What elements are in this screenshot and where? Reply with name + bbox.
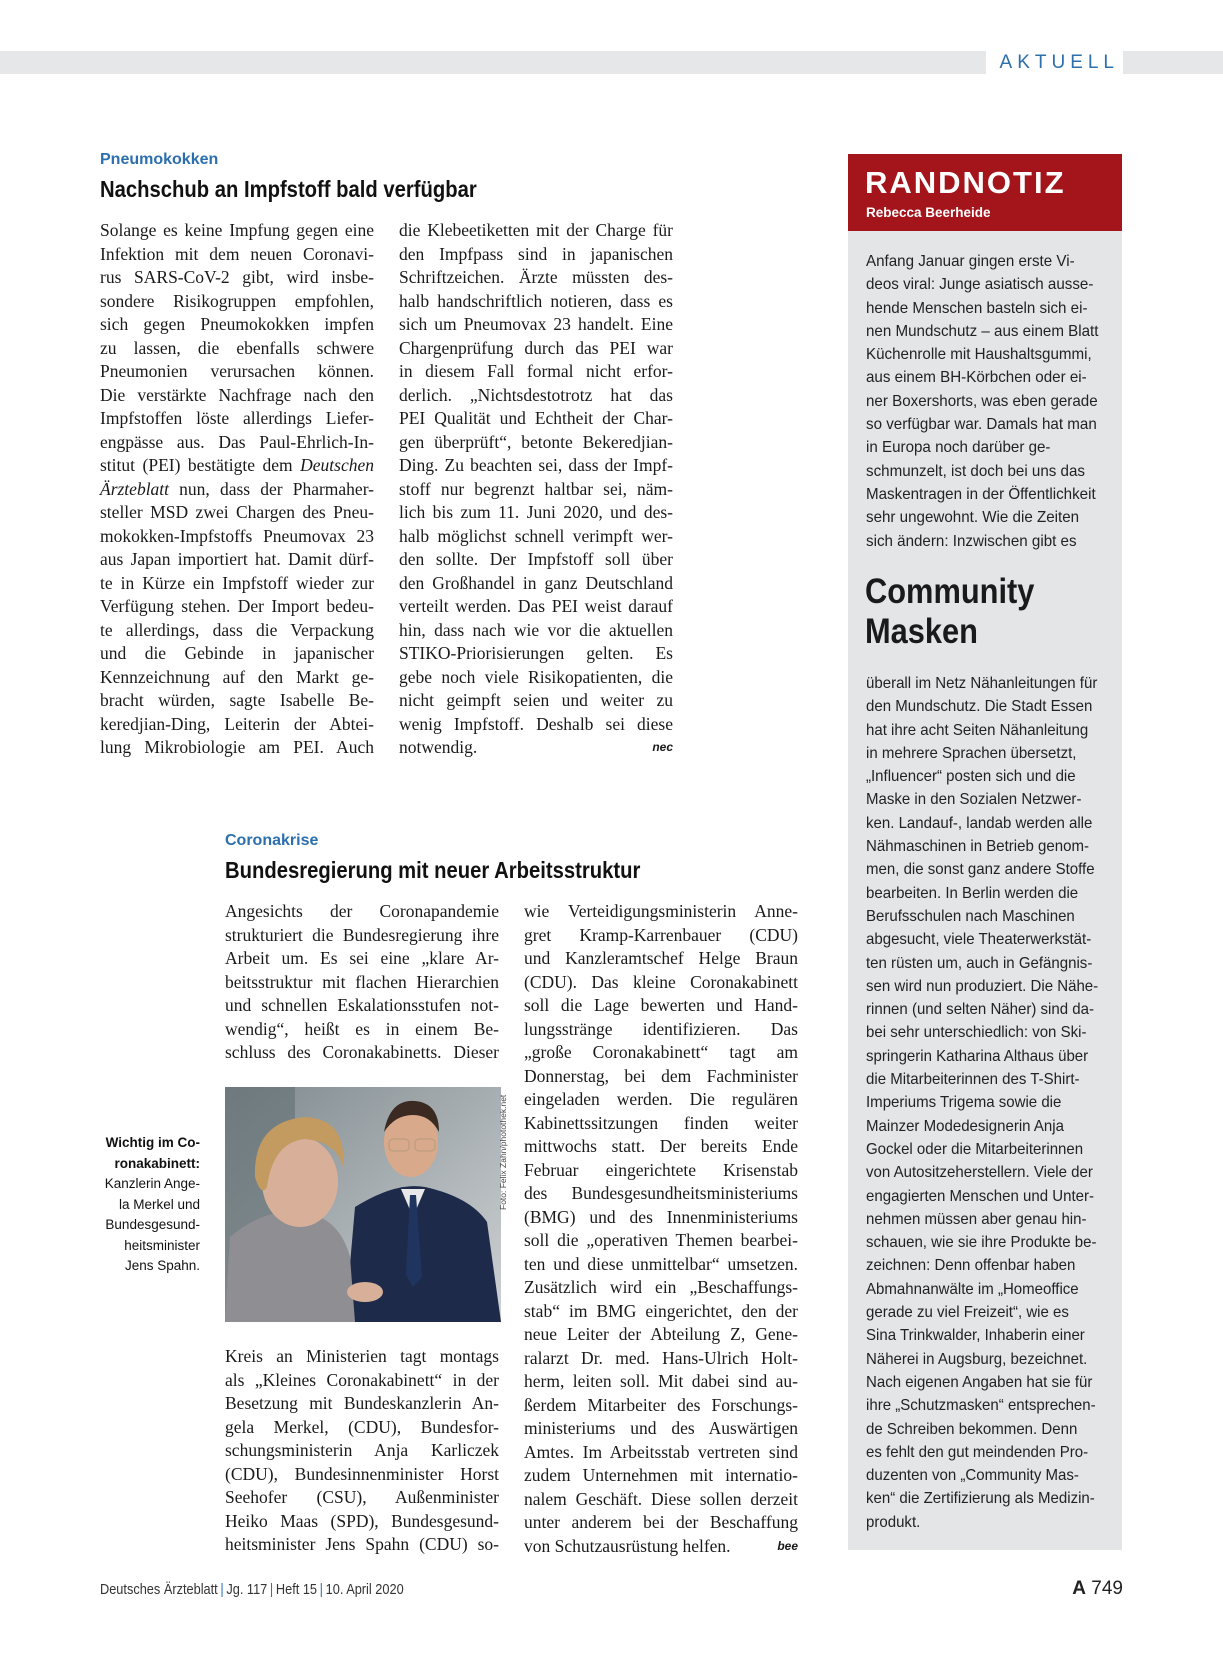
text-line: (BMG) und des Innenministeriums <box>524 1206 798 1227</box>
text-line: sich um Pneumovax 23 handelt. Eine <box>399 314 673 334</box>
sidebar-big-title <box>865 572 1034 652</box>
text-line: aus einem BH-Körbchen oder ei- <box>866 369 1087 387</box>
text-line: und Kanzleramtschef Helge Braun <box>524 948 798 968</box>
text-line: te allerdings, dass die Verpackung <box>100 619 374 640</box>
text-line: von Schutzausrüstung helfen. bee <box>524 1535 798 1559</box>
text-line: bei sehr unterschiedlich: von Ski- <box>866 1024 1087 1042</box>
text-line: wenig Impfstoff. Deshalb sei diese <box>399 713 673 734</box>
photo-credit: Foto: Felix Zahn/photothek.net <box>498 1094 508 1210</box>
text-line: halb möglichst schnell verimpft wer- <box>399 525 673 546</box>
text-line: sich gegen Pneumokokken impfen <box>100 314 374 334</box>
text-line: engagierten Menschen und Unter- <box>866 1187 1095 1205</box>
text-line: Infektion mit dem neuen Coronavi- <box>100 243 374 264</box>
text-line: Imperiums Trigema sowie die <box>866 1094 1062 1112</box>
text-line: Ärzteblatt nun, dass der Pharmaher- <box>100 478 374 499</box>
article2-column-1-bottom <box>225 1345 499 1557</box>
text-line: hin, dass nach wie vor die aktuellen <box>399 619 673 640</box>
text-line: Zusätzlich wird ein „Beschaffungs- <box>524 1277 798 1297</box>
text-line: derlich. „Nichtsdestotrotz hat das <box>399 384 673 405</box>
text-line: stab“ im BMG eingerichtet, den der <box>524 1300 798 1321</box>
text-line: produkt. <box>866 1513 921 1531</box>
text-line: bearbeiten. In Berlin werden die <box>866 884 1079 902</box>
text-line: rinnen (und selten Näher) sind da- <box>866 1001 1095 1019</box>
text-line: stitut (PEI) bestätigte dem Deutschen <box>100 455 374 475</box>
text-line: „Influencer“ posten sich und die <box>866 768 1076 786</box>
text-line: zu lassen, die ebenfalls schwere <box>100 337 374 358</box>
text-line: Verfügung stehen. Der Import bedeu- <box>100 596 374 616</box>
page-number-value: 749 <box>1091 1578 1123 1599</box>
text-line: PEI Qualität und Echtheit der Char- <box>399 408 673 428</box>
sidebar-title: RANDNOTIZ <box>865 165 1066 200</box>
footer-publication: Deutsches Ärzteblatt <box>100 1582 218 1598</box>
text-line: schluss des Coronakabinetts. Dieser <box>225 1042 499 1062</box>
text-line: te in Kürze ein Impfstoff wieder zur <box>100 572 374 593</box>
text-line: Gockel oder die Mitarbeiterinnen <box>866 1140 1084 1158</box>
text-line: in diesem Fall formal nicht erfor- <box>399 361 673 381</box>
text-line: Die verstärkte Nachfrage nach den <box>100 384 374 405</box>
text-line: Seehofer (CSU), Außenminister <box>225 1487 499 1507</box>
text-line: ihre „Schutzmasken“ entsprechen- <box>866 1397 1096 1415</box>
text-line: mittwochs statt. Der bereits Ende <box>524 1136 798 1156</box>
text-line: Impfstoffen löste allerdings Liefer- <box>100 408 374 428</box>
text-line: ten rüsten um, auch in Gefängnis- <box>866 954 1093 972</box>
text-line: die Klebeetiketten mit der Charge für <box>399 220 673 240</box>
text-line: schmunzelt, ist doch bei uns das <box>866 462 1085 480</box>
text-line: den Großhandel in ganz Deutschland <box>399 572 673 593</box>
text-line: rus SARS-CoV-2 gibt, wird insbe- <box>100 267 374 287</box>
text-line: zeichnen: Denn offenbar haben <box>866 1257 1076 1275</box>
text-line: sich ändern: Inzwischen gibt es <box>866 532 1077 550</box>
text-line: Donnerstag, bei dem Fachminister <box>524 1065 798 1086</box>
text-line: strukturiert die Bundesregierung ihre <box>225 924 499 945</box>
text-line: abgesucht, viele Theaterwerkstät- <box>866 931 1092 949</box>
text-line: Schriftzeichen. Ärzte müssten des- <box>399 267 673 287</box>
text-line: den Mundschutz. Die Stadt Essen <box>866 698 1093 716</box>
text-line: Sina Trinkwalder, Inhaberin einer <box>866 1327 1085 1345</box>
text-line: den Impfpass sind in japanischen <box>399 243 673 264</box>
text-line: des Bundesgesundheitsministeriums <box>524 1183 798 1203</box>
text-line: zudem Unternehmen mit internatio- <box>524 1465 798 1485</box>
text-line: die Mitarbeiterinnen des T-Shirt- <box>866 1071 1080 1089</box>
text-line: Berufsschulen nach Maschinen <box>866 907 1075 925</box>
text-line: ken. Landauf-, landab werden alle <box>866 814 1093 832</box>
text-line: gebe noch viele Risikopatienten, die <box>399 666 673 687</box>
article1-kicker: Pneumokokken <box>100 151 219 168</box>
text-line: mokokken-Impfstoffs Pneumovax 23 <box>100 525 374 546</box>
text-line: „große Coronakabinett“ tagt am <box>524 1042 798 1062</box>
text-line: Februar eingerichtete Krisenstab <box>524 1159 798 1180</box>
text-line: Mainzer Modedesignerin Anja <box>866 1117 1064 1135</box>
text-line: neue Leiter der Abteilung Z, Gene- <box>524 1324 798 1344</box>
footer-issue: Heft 15 <box>275 1582 318 1598</box>
text-line: so verfügbar war. Damals hat man <box>866 416 1097 434</box>
text-line: nalem Geschäft. Diese sollen derzeit <box>524 1488 798 1509</box>
text-line: soll die „operativen Themen bearbei- <box>524 1230 798 1250</box>
footer-volume: Jg. 117 <box>226 1582 268 1598</box>
text-line: wie Verteidigungsministerin Anne- <box>524 901 798 921</box>
text-line: ralarzt Dr. med. Hans-Ulrich Holt- <box>524 1347 798 1368</box>
text-line: nicht geimpft seien und weiter zu <box>399 690 673 710</box>
article1-column-1 <box>100 219 374 760</box>
text-line: unter anderem bei der Beschaffung <box>524 1512 798 1532</box>
text-line: es fehlt den gut meindenden Pro- <box>866 1443 1089 1461</box>
text-line: gela Merkel, (CDU), Bundesfor- <box>225 1416 499 1437</box>
text-line: ten und diese unmittelbar“ umsetzen. <box>524 1253 798 1274</box>
text-line: aus Japan importiert hat. Damit dürf- <box>100 549 374 569</box>
text-line: men, die sonst ganz andere Stoffe <box>866 861 1095 879</box>
text-line: verteilt werden. Das PEI weist darauf <box>399 596 673 616</box>
text-line: sondere Risikogruppen empfohlen, <box>100 290 374 311</box>
text-line: (CDU). Das kleine Coronakabinett <box>524 971 798 992</box>
text-line: überall im Netz Nähanleitungen für <box>866 675 1098 692</box>
text-line: springerin Katharina Althaus über <box>866 1047 1089 1065</box>
text-line: Küchenrolle mit Haushaltsgummi, <box>866 346 1092 364</box>
text-line: notwendig. nec <box>399 736 673 760</box>
text-line: nehmen müssen aber genau hin- <box>866 1210 1087 1228</box>
caption-line: heitsminister <box>124 1237 200 1253</box>
section-label: AKTUELL <box>986 50 1123 76</box>
text-line: hat ihre acht Seiten Nähanleitung <box>866 721 1089 739</box>
article1-headline: Nachschub an Impfstoff bald verfügbar <box>100 176 477 202</box>
text-line: engpässe aus. Das Paul-Ehrlich-In- <box>100 431 374 452</box>
text-line: STIKO-Priorisierungen gelten. Es <box>399 643 673 663</box>
article2-kicker: Coronakrise <box>225 832 319 849</box>
text-line: Abmahnanwälte im „Homeoffice <box>866 1280 1079 1298</box>
caption-line: Bundesgesund- <box>105 1217 200 1232</box>
text-line: und die Gebinde in japanischer <box>100 643 374 663</box>
caption-line: la Merkel und <box>118 1196 200 1212</box>
text-line: Nähmaschinen in Betrieb genom- <box>866 838 1089 856</box>
caption-bold-line: ronakabinett: <box>114 1155 200 1171</box>
text-line: Besetzung mit Bundeskanzlerin An- <box>225 1393 499 1413</box>
text-line: hende Menschen basteln sich ei- <box>866 299 1088 317</box>
caption-line: Kanzlerin Ange- <box>104 1176 200 1191</box>
text-line: Heiko Maas (SPD), Bundesgesund- <box>225 1510 499 1531</box>
text-line: Solange es keine Impfung gegen eine <box>100 220 374 240</box>
text-line: bracht würden, sagte Isabelle Be- <box>100 690 374 710</box>
text-line: heitsminister Jens Spahn (CDU) so- <box>225 1534 499 1554</box>
text-line: ner Boxershorts, was eben gerade <box>866 392 1098 410</box>
text-line: Nach eigenen Angaben hat sie für <box>866 1373 1093 1391</box>
text-line: de Schreiben bekommen. Denn <box>866 1420 1078 1438</box>
text-line: sehr ungewohnt. Wie die Zeiten <box>866 509 1080 527</box>
text-line: schauen, wie sie ihre Produkte be- <box>866 1234 1097 1252</box>
text-line: Ding. Zu beachten sei, dass der Impf- <box>399 455 673 475</box>
footer-citation: Deutsches Ärzteblatt | Jg. 117 | Heft 15 | 10. April 2020 <box>100 1582 404 1598</box>
text-line: gerade zu viel Freizeit“, wie es <box>866 1304 1069 1322</box>
text-line: gret Kramp-Karrenbauer (CDU) <box>524 924 798 945</box>
text-line: lung Mikrobiologie am PEI. Auch <box>100 737 374 757</box>
text-line: steller MSD zwei Chargen des Pneu- <box>100 502 374 522</box>
text-line: Chargenprüfung durch das PEI war <box>399 337 673 358</box>
text-line: von Autositzeherstellern. Viele der <box>866 1164 1093 1182</box>
text-line: ministeriums und des Auswärtigen <box>524 1418 798 1438</box>
text-line: lungsstränge identifizieren. Das <box>524 1018 798 1039</box>
article2-headline: Bundesregierung mit neuer Arbeitsstruktur <box>225 857 641 883</box>
text-line: als „Kleines Coronakabinett“ in der <box>225 1369 499 1390</box>
text-line: Anfang Januar gingen erste Vi- <box>866 253 1075 270</box>
sidebar-author: Rebecca Beerheide <box>866 205 991 220</box>
article2-column-2 <box>524 900 798 1558</box>
sidebar-body <box>866 672 1099 1534</box>
article1-column-2 <box>399 219 673 760</box>
sidebar-big-title-line: Masken <box>865 612 978 651</box>
text-line: in mehrere Sprachen übersetzt, <box>866 744 1077 762</box>
author-signature: nec <box>652 740 673 754</box>
text-line: und schnellen Eskalationsstufen not- <box>225 995 499 1015</box>
sidebar-intro <box>866 250 1099 553</box>
text-line: (CDU), Bundesinnenminister Horst <box>225 1463 499 1484</box>
text-line: Pneumonien verursachen können. <box>100 361 374 381</box>
article2-column-1-top <box>225 900 499 1065</box>
text-line: halb handschriftlich notieren, dass es <box>399 290 673 311</box>
text-line: sen wird nun produziert. Die Nähe- <box>866 977 1099 995</box>
text-line: Maske in den Sozialen Netzwer- <box>866 791 1082 809</box>
text-line: herm, leiten soll. Mit dabei sind au- <box>524 1371 798 1391</box>
text-line: ken“ die Zertifizierung als Medizin- <box>866 1490 1095 1508</box>
text-line: duzenten von „Community Mas- <box>866 1467 1079 1485</box>
photo-caption <box>80 1133 200 1277</box>
text-line: ßerdem Mitarbeiter des Forschungs- <box>524 1394 798 1415</box>
text-line: schungsministerin Anja Karliczek <box>225 1440 499 1460</box>
text-line: keredjian-Ding, Leiterin der Abtei- <box>100 713 374 734</box>
text-line: in Europa noch darüber ge- <box>866 439 1051 457</box>
text-line: Näherei in Augsburg, bezeichnet. <box>866 1350 1088 1368</box>
text-line: Kabinettssitzungen finden weiter <box>524 1112 798 1133</box>
text-line: Kennzeichnung auf den Markt ge- <box>100 666 374 687</box>
text-line: stoff nur begrenzt haltbar sei, näm- <box>399 478 673 499</box>
text-line: Arbeit um. Es sei eine „klare Ar- <box>225 948 499 968</box>
text-line: Angesichts der Coronapandemie <box>225 901 499 921</box>
author-signature: bee <box>777 1538 798 1553</box>
text-line: Maskentragen in der Öffentlichkeit <box>866 485 1096 503</box>
sidebar-big-title-line: Community <box>865 572 1035 611</box>
text-line: deos viral: Junge asiatisch ausse- <box>866 276 1094 294</box>
photo-merkel-spahn <box>225 1087 501 1322</box>
text-line: gen überprüft“, betonte Bekeredjian- <box>399 431 673 452</box>
text-line: den sollte. Der Impfstoff soll über <box>399 549 673 569</box>
photo-illustration <box>225 1087 501 1322</box>
caption-bold-line: Wichtig im Co- <box>105 1135 200 1150</box>
text-line: wendig“, heißt es in einem Be- <box>225 1018 499 1039</box>
text-line: Kreis an Ministerien tagt montags <box>225 1346 499 1366</box>
text-line: lich bis zum 11. Juni 2020, und des- <box>399 502 673 522</box>
text-line: beitsstruktur mit flachen Hierarchien <box>225 971 499 992</box>
text-line: soll die Lage bewerten und Hand- <box>524 995 798 1015</box>
text-line: eingeladen werden. Die regulären <box>524 1089 798 1109</box>
page-prefix: A <box>1072 1578 1087 1599</box>
text-line: Amtes. Im Arbeitsstab vertreten sind <box>524 1441 798 1462</box>
page-number <box>1072 1578 1123 1600</box>
caption-line: Jens Spahn. <box>124 1258 200 1273</box>
text-line: nen Mundschutz – aus einem Blatt <box>866 322 1099 340</box>
footer-date: 10. April 2020 <box>325 1582 404 1598</box>
